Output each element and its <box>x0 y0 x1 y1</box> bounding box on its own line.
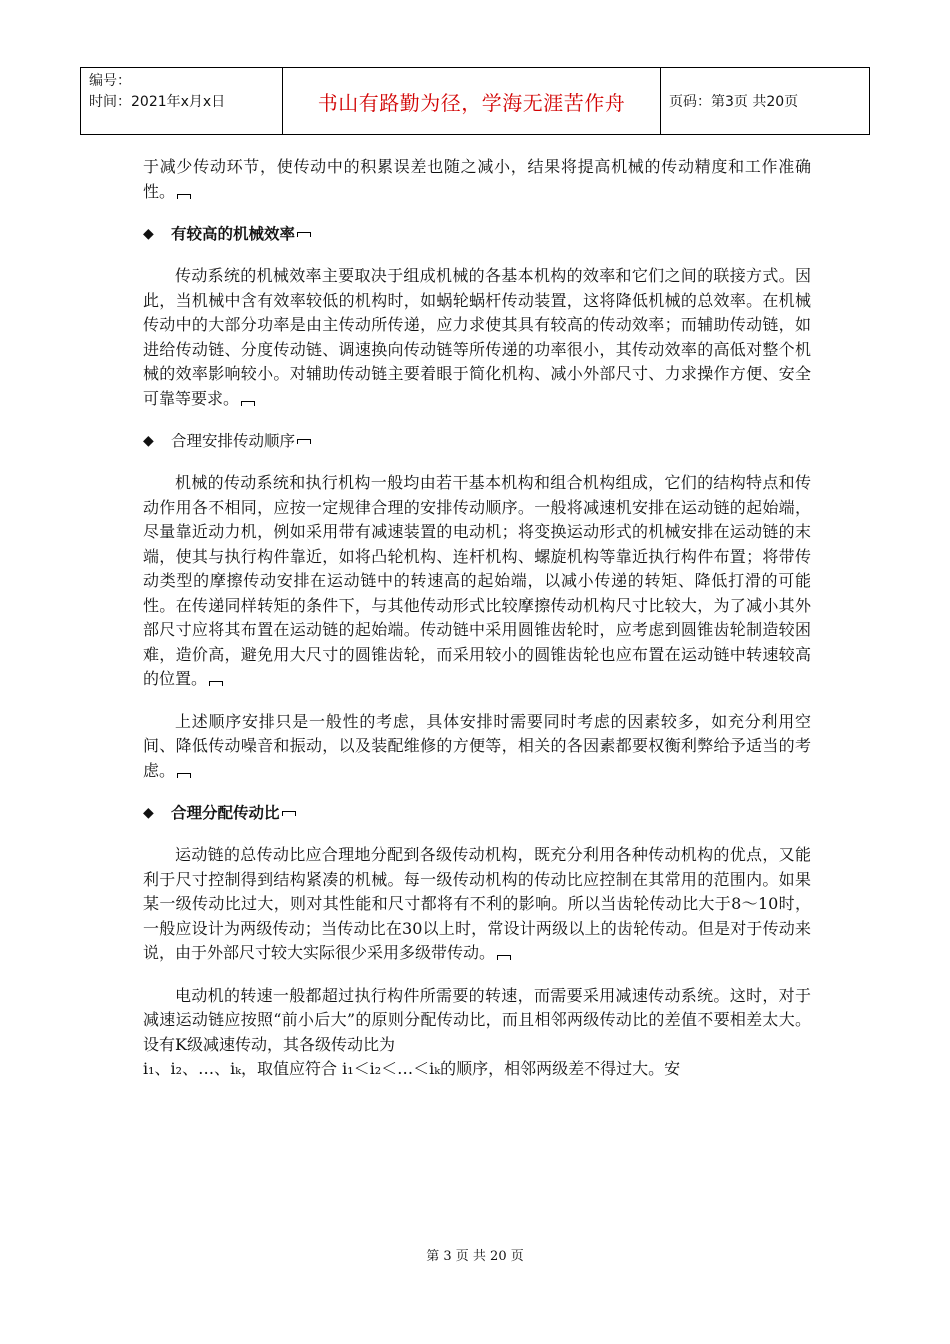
paragraph <box>143 264 811 411</box>
paragraph-mark-icon <box>241 401 255 406</box>
paragraph-continued <box>143 1057 811 1082</box>
paragraph <box>143 155 811 204</box>
paragraph-mark-icon <box>497 955 511 960</box>
diamond-bullet-icon: ◆ <box>143 433 154 449</box>
paragraph-text: 传动系统的机械效率主要取决于组成机械的各基本机构的效率和它们之间的联接方式。因此，当机械中含有效率较低的机构时，如蜗轮蜗杆传动装置，这将降低机械的总效率。在机械传动中的大部分功率是由主传动所传递，应力求使其具有较高的传动效率；而辅助传动链，如进给传动链、分度传动链、调速换向传动链等所传递的功率很小，其传动效率的高低对整个机械的效率影响较小。对辅助传动链主要着眼于简化机构、减小外部尺寸、力求操作方便、安全可靠等要求。 <box>143 266 811 408</box>
section-heading-text: 有较高的机械效率 <box>171 225 296 243</box>
header-meta <box>81 68 283 134</box>
paragraph-text: 运动链的总传动比应合理地分配到各级传动机构，既充分利用各种传动机构的优点，又能利于尺寸控制得到结构紧凑的机械。每一级传动机构的传动比应控制在其常用的范围内。如果某一级传动比过大，则对其性能和尺寸都将有不利的影响。所以当齿轮传动比大于8～10时，一般应设计为两级传动；当传动比在30以上时，常设计两级以上的齿轮传动。但是对于传动来说，由于外部尺寸较大实际很少采用多级带传动。 <box>143 845 811 962</box>
page-header <box>80 67 870 135</box>
page-footer: 第 3 页 共 20 页 <box>426 1249 524 1264</box>
paragraph-mark-icon <box>177 773 191 778</box>
paragraph-text: 于减少传动环节，使传动中的积累误差也随之减小，结果将提高机械的传动精度和工作准确性。 <box>143 157 811 201</box>
paragraph-mark-icon <box>297 439 311 444</box>
paragraph-text: 机械的传动系统和执行机构一般均由若干基本机构和组合机构组成，它们的结构特点和传动作用各不相同，应按一定规律合理的安排传动顺序。一般将减速机安排在运动链的起始端，尽量靠近动力机，例如采用带有减速装置的电动机；将变换运动形式的机械安排在运动链的末端，使其与执行构件靠近，如将凸轮机构、连杆机构、螺旋机构等靠近执行构件布置；将带传动类型的摩擦传动安排在运动链中的转速高的起始端，以减小传递的转矩、降低打滑的可能性。在传递同样转矩的条件下，与其他传动形式比较摩擦传动机构尺寸比较大，为了减小其外部尺寸应将其布置在运动链的起始端。传动链中采用圆锥齿轮时，应考虑到圆锥齿轮制造较困难，造价高，避免用大尺寸的圆锥齿轮，而采用较小的圆锥齿轮也应布置在运动链中转速较高的位置。 <box>143 473 811 688</box>
section-heading-text: 合理安排传动顺序 <box>171 432 296 450</box>
section-heading <box>143 222 811 246</box>
paragraph-mark-icon <box>209 681 223 686</box>
document-body <box>143 155 811 1082</box>
paragraph-mark-icon <box>297 232 311 237</box>
time-label: 时间：2021年x月x日 <box>89 94 226 110</box>
section-heading <box>143 801 811 825</box>
number-label: 编号： <box>89 73 131 89</box>
paragraph-mark-icon <box>282 811 296 816</box>
diamond-bullet-icon: ◆ <box>143 805 154 821</box>
paragraph <box>143 471 811 692</box>
paragraph-mark-icon <box>177 194 191 199</box>
paragraph <box>143 710 811 784</box>
section-heading-text: 合理分配传动比 <box>171 804 280 822</box>
diamond-bullet-icon: ◆ <box>143 226 154 242</box>
paragraph-text: 电动机的转速一般都超过执行构件所需要的转速，而需要采用减速传动系统。这时，对于减速运动链应按照“前小后大”的原则分配传动比，而且相邻两级传动比的差值不要相差太大。设有K级减速传动，其各级传动比为 <box>143 985 811 1054</box>
header-motto: 书山有路勤为径，学海无涯苦作舟 <box>283 68 661 134</box>
paragraph-text: i₁、i₂、…、iₖ，取值应符合 i₁＜i₂＜…＜iₖ的顺序，相邻两级差不得过大。安 <box>143 1059 681 1078</box>
paragraph-text: 上述顺序安排只是一般性的考虑，具体安排时需要同时考虑的因素较多，如充分利用空间、降低传动噪音和振动，以及装配维修的方便等，相关的各因素都要权衡利弊给予适当的考虑。 <box>143 711 811 780</box>
section-heading <box>143 429 811 453</box>
paragraph <box>143 843 811 966</box>
header-page-info: 页码：第3页 共20页 <box>669 94 799 110</box>
paragraph <box>143 984 811 1058</box>
